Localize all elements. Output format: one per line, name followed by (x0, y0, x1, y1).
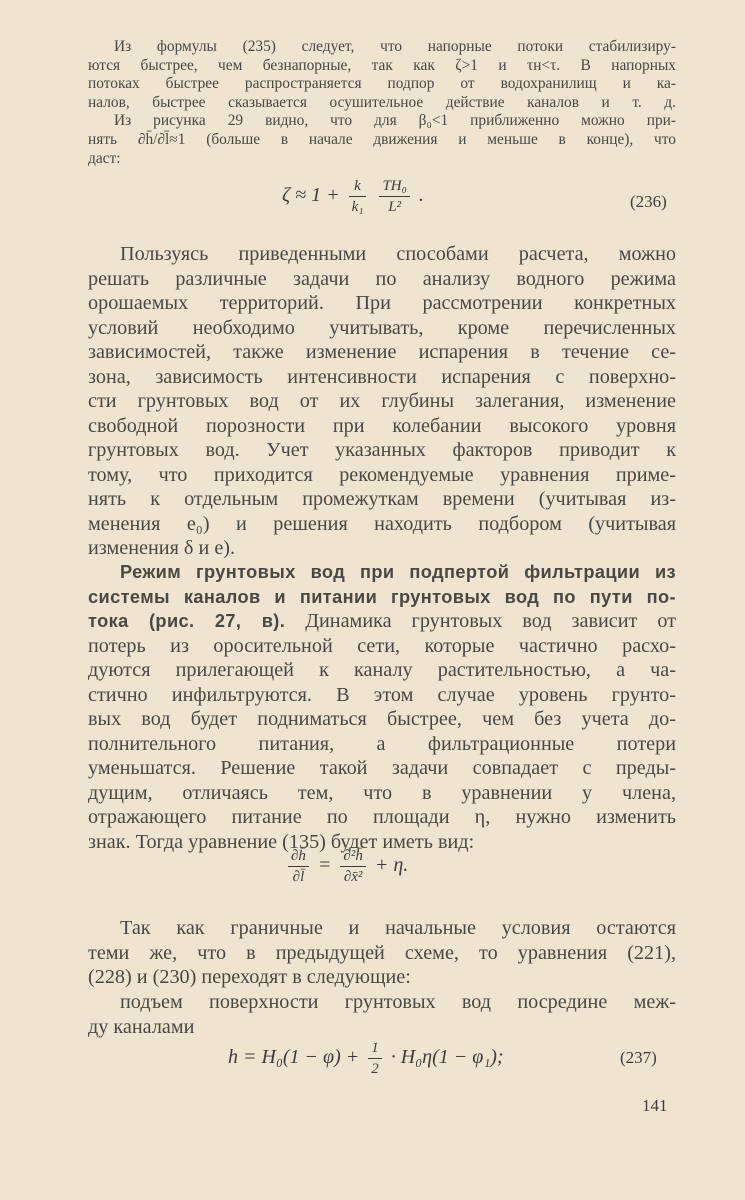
text-line: налов, быстрее сказывается осушительное действие каналов и т. д. (88, 93, 676, 111)
text-line: нять ∂h̄/∂l̄≈1 (больше в начале движения и меньше в конце), что (88, 130, 676, 148)
diffusion-equation (284, 846, 408, 887)
fraction (379, 176, 409, 217)
page-number: 141 (642, 1096, 668, 1115)
small-print-paragraph (88, 38, 676, 168)
equation-number: (237) (620, 1048, 657, 1067)
text-line: сти грунтовых вод от их глубины залегания, изменение (88, 390, 676, 412)
fraction-denominator: 2 (368, 1058, 382, 1079)
text-line: потоках быстрее распространяется подпор от водохранилищ и ка- (88, 75, 676, 93)
fraction-denominator: L² (379, 196, 409, 217)
paragraph-2 (88, 560, 676, 854)
equation-number: (236) (630, 192, 667, 211)
equation-lhs: ζ ≈ 1 + (282, 184, 340, 207)
text-line: потерь из оросительной сети, которые частично расхо- (88, 634, 676, 657)
text-line: отражающего питание по площади η, нужно изменить (88, 806, 676, 828)
paragraph-3 (88, 916, 676, 990)
fraction-numerator: TH₀ (382, 178, 407, 194)
fraction-denominator: k₁ (349, 196, 367, 217)
text-line: подъем поверхности грунтовых вод посредине меж- (120, 991, 676, 1013)
text-line: дущим, отличаясь тем, что в уравнении у члена, (88, 781, 676, 804)
fraction (288, 846, 309, 887)
text-line: вых вод будет подниматься быстрее, чем без учета до- (88, 708, 676, 730)
fraction (340, 846, 365, 887)
equals-sign: = (317, 854, 332, 877)
equation-237 (228, 1038, 504, 1079)
fraction-numerator: k (354, 178, 361, 194)
fraction-numerator: ∂²h̄ (343, 848, 363, 864)
paragraph-1 (88, 242, 676, 561)
text-line: изменения δ и e). (88, 537, 236, 559)
text-line: ются быстрее, чем безнапорные, так как ζ>1 и τн<τ. В напорных (88, 56, 676, 74)
text-line: тому, что приходится рекомендуемые уравнения приме- (88, 463, 676, 486)
paragraph-4 (88, 990, 676, 1039)
text-line: зависимостей, также изменение испарения в течение се- (88, 341, 676, 363)
text-line: менения e₀) и решения находить подбором (учитывая (88, 512, 676, 535)
text-line (88, 560, 676, 585)
text-line: Пользуясь приведенными способами расчета, можно (120, 243, 676, 265)
text-line (88, 585, 676, 610)
text-line: грунтовых вод. Учет указанных факторов приводит к (88, 439, 676, 461)
text-line: даст: (88, 149, 121, 167)
text-line: стично инфильтруются. В этом случае уровень грунто- (88, 683, 676, 706)
text-line: свободной порозности при колебании высокого уровня (88, 414, 676, 437)
text-line: (228) и (230) переходят в следующие: (88, 966, 411, 988)
text-line: нять к отдельным промежуткам времени (учитывая из- (88, 488, 676, 510)
fraction-denominator: ∂x̄² (340, 866, 365, 887)
equation-tail: + η. (374, 854, 409, 877)
text-run: Динамика грунтовых вод зависит от (285, 610, 677, 632)
text-line: Так как граничные и начальные условия остаются (120, 917, 676, 939)
fraction (349, 176, 367, 217)
equation-236 (282, 176, 424, 217)
equation-rhs: · H₀η(1 − φ₁); (390, 1046, 504, 1069)
text-line: теми же, что в предыдущей схеме, то уравнения (221), (88, 941, 676, 964)
text-line: уменьшатся. Решение такой задачи совпадает с преды- (88, 757, 676, 779)
text-line: Из формулы (235) следует, что напорные потоки стабилизиру- (114, 38, 676, 55)
text-line: зона, зависимость интенсивности испарения с поверхно- (88, 365, 676, 388)
equation-lhs: h = H₀(1 − φ) + (228, 1046, 360, 1069)
text-line: Из рисунка 29 видно, что для β₀<1 приближенно можно при- (114, 112, 676, 130)
text-line: знак. Тогда уравнение (135) будет иметь вид: (88, 830, 475, 853)
text-line: орошаемых территорий. При рассмотрении конкретных (88, 292, 676, 314)
fraction-denominator: ∂l̄ (288, 866, 309, 887)
fraction-numerator: ∂h̄ (291, 848, 306, 864)
text-line: дуются прилегающей к каналу растительностью, а ча- (88, 659, 676, 681)
section-heading: тока (рис. 27, в). (88, 611, 286, 631)
fraction (368, 1038, 382, 1079)
fraction-numerator: 1 (371, 1040, 379, 1056)
text-line: решать различные задачи по анализу водного режима (88, 267, 676, 290)
section-heading: системы каналов и питании грунтовых вод по пути по- (88, 586, 676, 607)
section-heading: Режим грунтовых вод при подпертой фильтрации из (120, 562, 676, 582)
text-line: ду каналами (88, 1015, 195, 1038)
text-line: условий необходимо учитывать, кроме перечисленных (88, 316, 676, 339)
equation-tail: . (418, 184, 424, 207)
text-line: полнительного питания, а фильтрационные потери (88, 732, 676, 755)
text-line (88, 609, 676, 634)
